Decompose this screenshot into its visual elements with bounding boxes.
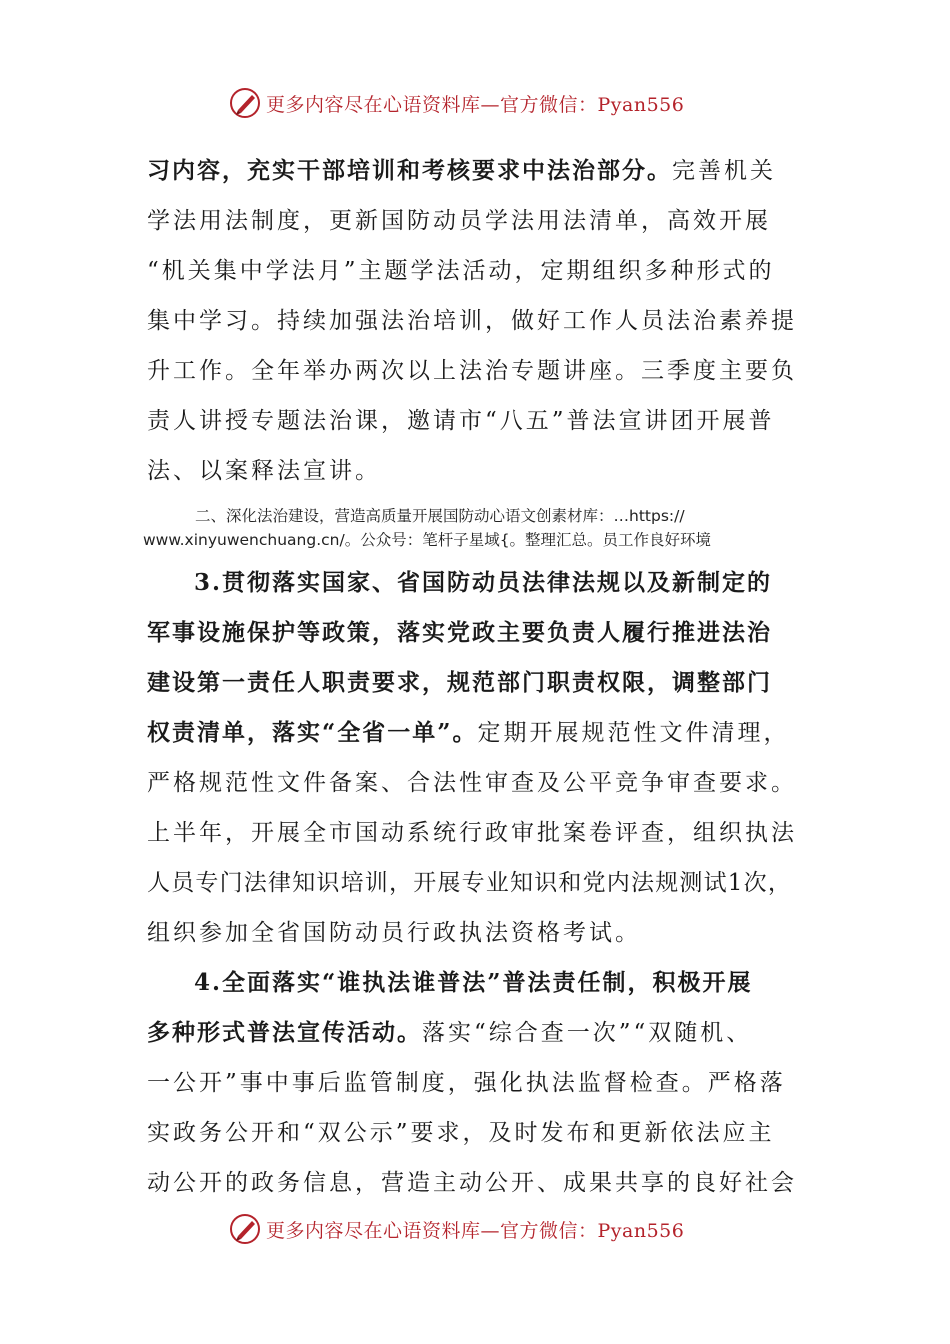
header-banner-text: 更多内容尽在心语资料库—官方微信：Pyan556 bbox=[266, 93, 685, 116]
paragraph-line bbox=[147, 558, 827, 608]
footer-banner-text: 更多内容尽在心语资料库—官方微信：Pyan556 bbox=[266, 1219, 685, 1242]
footer-banner bbox=[228, 1209, 684, 1249]
paragraph-line bbox=[147, 658, 827, 708]
paragraph-line: 人员专门法律知识培训，开展专业知识和党内法规测试1次， bbox=[147, 870, 793, 896]
section-note-line: 二、深化法治建设，营造高质量开展国防动心语文创素材库：…https:// bbox=[195, 507, 685, 525]
paragraph-line: 动公开的政务信息，营造主动公开、成果共享的良好社会 bbox=[147, 1170, 797, 1196]
paragraph-line: 学法用法制度，更新国防动员学法用法清单，高效开展 bbox=[147, 208, 771, 234]
paragraph-line bbox=[147, 608, 827, 658]
paragraph-line: 法、以案释法宣讲。 bbox=[147, 458, 381, 484]
bold-text: 习内容，充实干部培训和考核要求中法治部分。 bbox=[147, 157, 672, 184]
paragraph-line: 严格规范性文件备案、合法性审查及公平竞争审查要求。 bbox=[147, 770, 797, 796]
paragraph-line: 组织参加全省国防动员行政执法资格考试。 bbox=[147, 920, 641, 946]
paragraph-line bbox=[147, 708, 827, 758]
bold-text: 3.贯彻落实国家、省国防动员法律法规以及新制定的 bbox=[194, 569, 773, 596]
pen-logo-icon bbox=[228, 1212, 262, 1246]
section-note-line: www.xinyuwenchuang.cn/。公众号：笔杆子星域{。整理汇总。员工作良好环境 bbox=[143, 531, 712, 549]
paragraph-line: “机关集中学法月”主题学法活动，定期组织多种形式的 bbox=[147, 258, 775, 284]
bold-text: 建设第一责任人职责要求，规范部门职责权限，调整部门 bbox=[147, 669, 772, 696]
bold-text: 军事设施保护等政策，落实党政主要负责人履行推进法治 bbox=[147, 619, 772, 646]
paragraph-line: 上半年，开展全市国动系统行政审批案卷评查，组织执法 bbox=[147, 820, 797, 846]
paragraph-line bbox=[147, 1008, 827, 1058]
header-banner bbox=[228, 83, 684, 123]
plain-text: 完善机关 bbox=[672, 158, 776, 184]
bold-text: 多种形式普法宣传活动。 bbox=[147, 1019, 422, 1046]
paragraph-line bbox=[147, 146, 827, 196]
bold-text: 权责清单，落实“全省一单”。 bbox=[147, 719, 478, 746]
paragraph-line: 实政务公开和“双公示”要求，及时发布和更新依法应主 bbox=[147, 1120, 775, 1146]
plain-text: 定期开展规范性文件清理， bbox=[477, 720, 790, 746]
plain-text: 落实“综合查一次”“双随机、 bbox=[422, 1020, 753, 1046]
pen-logo-icon bbox=[228, 86, 262, 120]
bold-text: 4.全面落实“谁执法谁普法”普法责任制，积极开展 bbox=[194, 969, 753, 996]
paragraph-line: 责人讲授专题法治课，邀请市“八五”普法宣讲团开展普 bbox=[147, 408, 775, 434]
paragraph-line: 升工作。全年举办两次以上法治专题讲座。三季度主要负 bbox=[147, 358, 797, 384]
document-body bbox=[143, 146, 827, 1208]
paragraph-line bbox=[147, 958, 827, 1008]
paragraph-line: 集中学习。持续加强法治培训，做好工作人员法治素养提 bbox=[147, 308, 797, 334]
paragraph-line: 一公开”事中事后监管制度，强化执法监督检查。严格落 bbox=[147, 1070, 786, 1096]
